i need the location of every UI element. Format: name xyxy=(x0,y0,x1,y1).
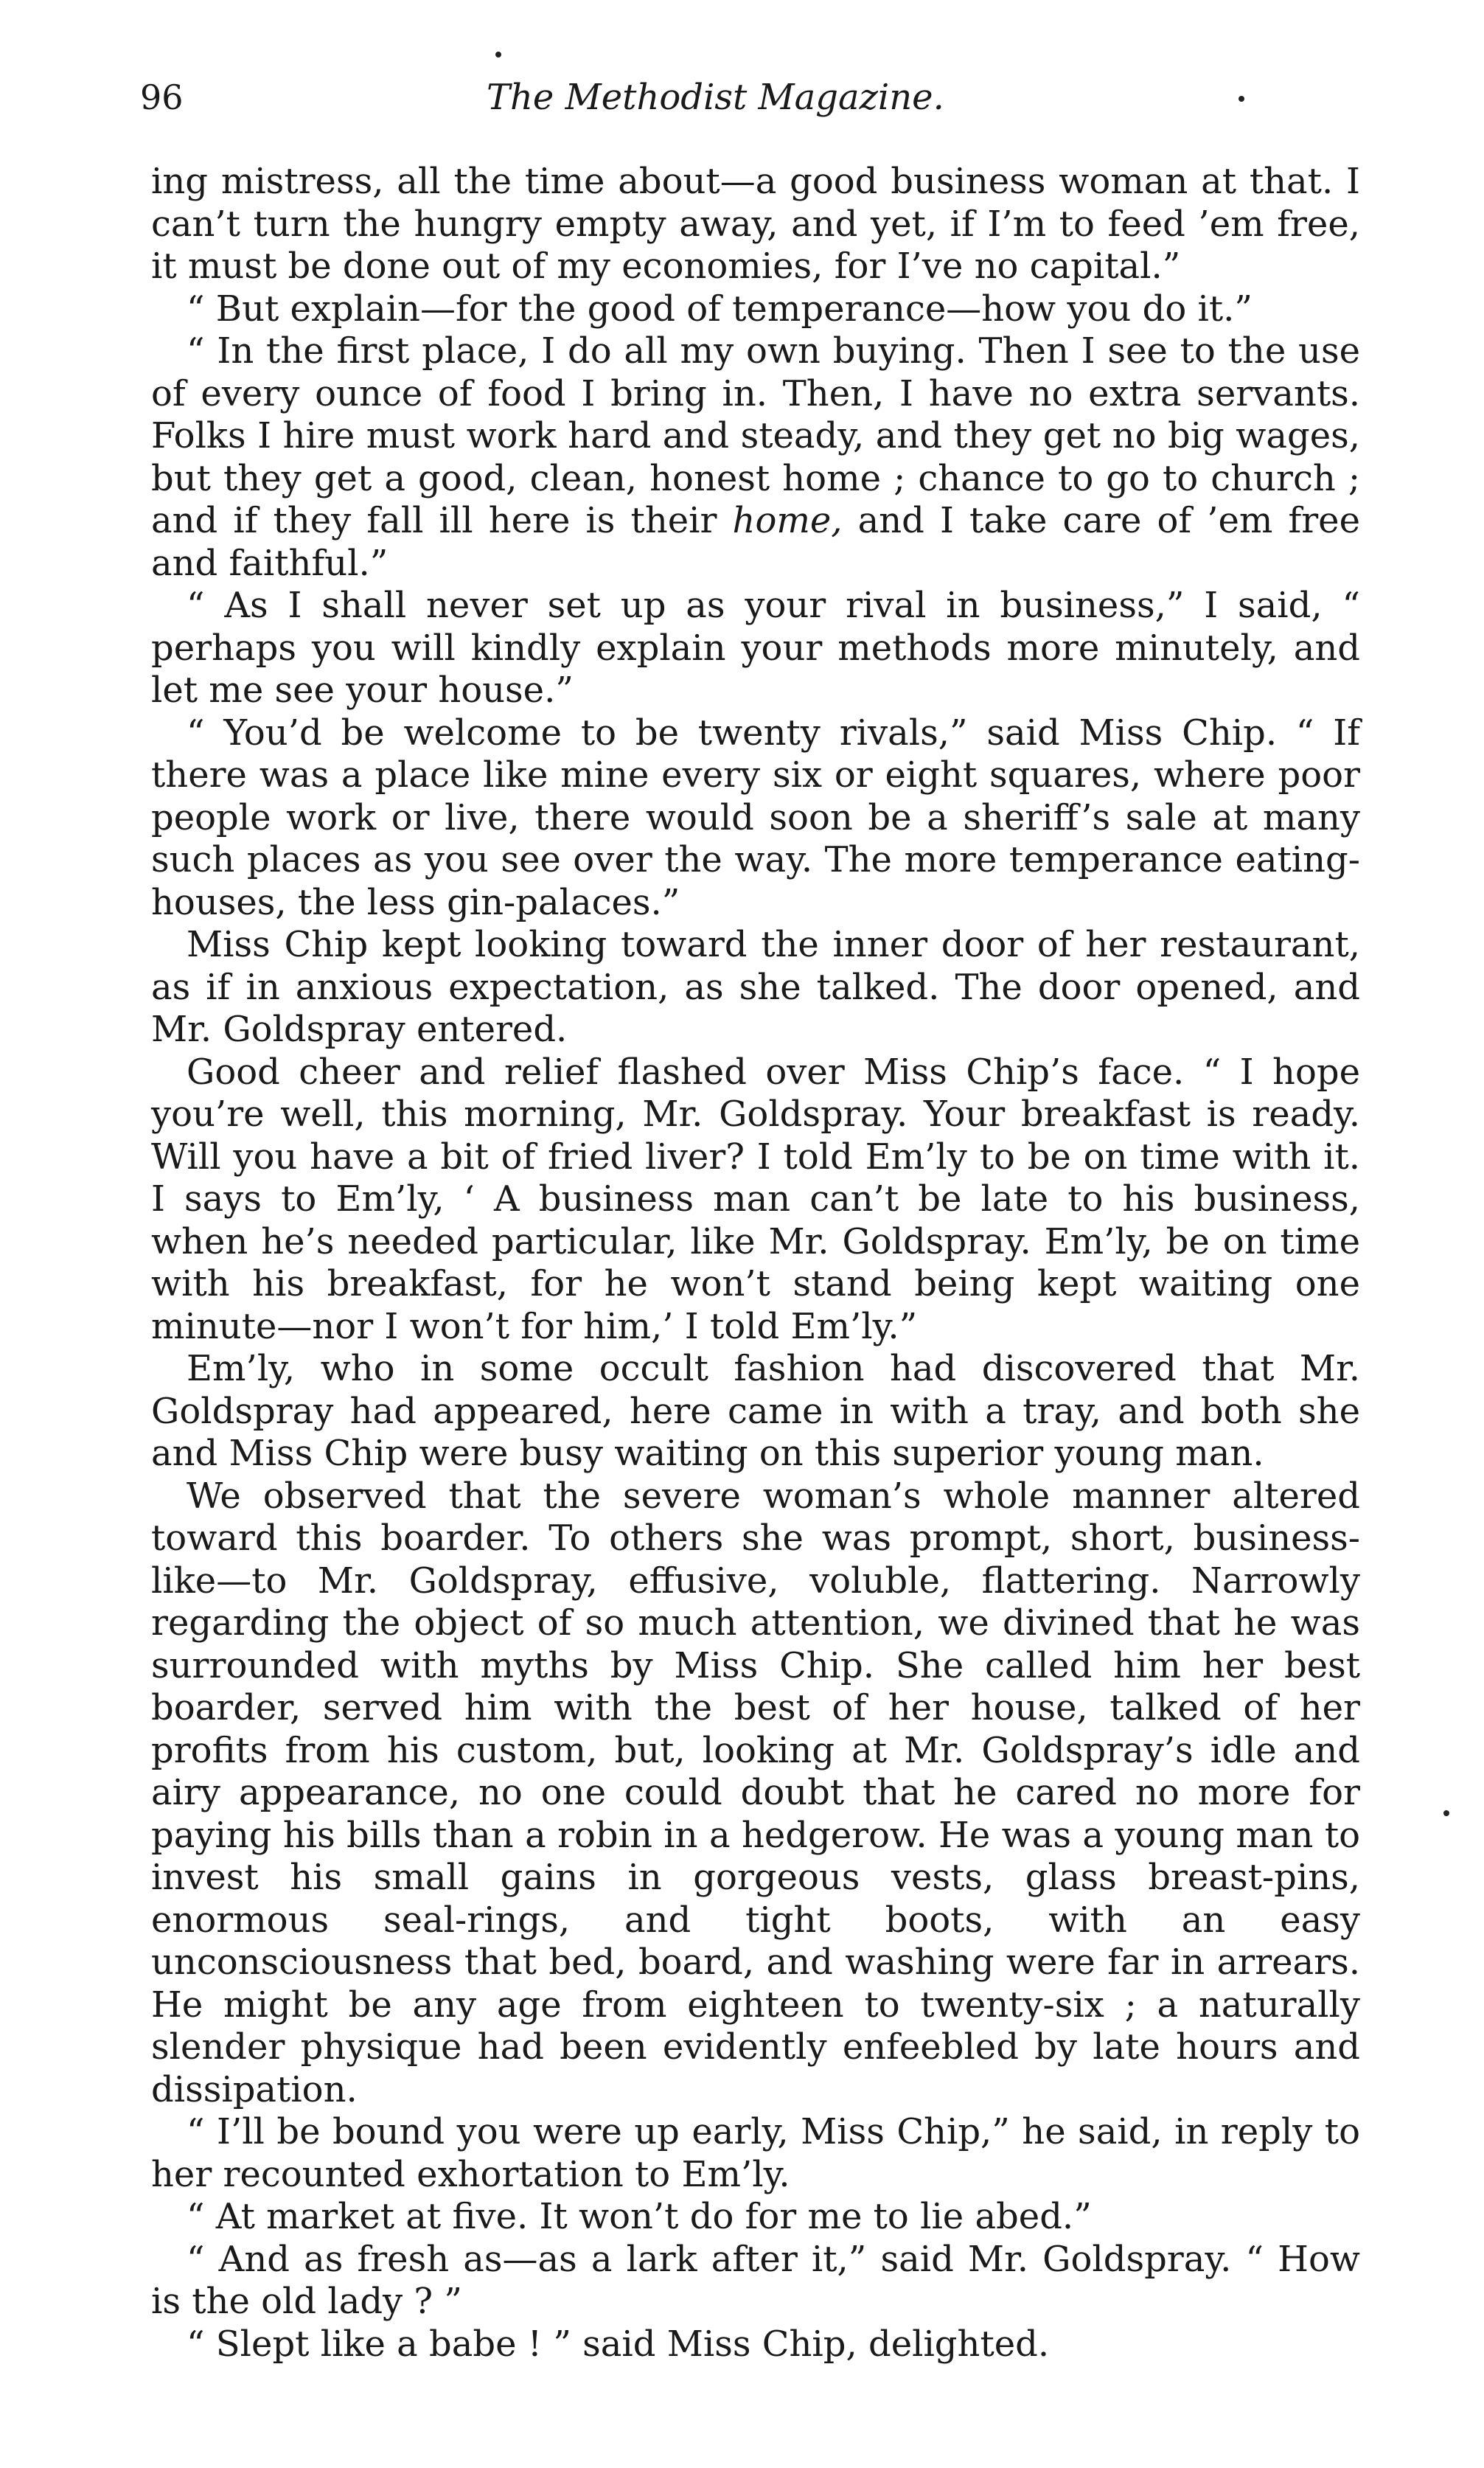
print-speck xyxy=(495,52,501,58)
paragraph: “ I’ll be bound you were up early, Miss Chip,” he said, in reply to her recounted exhortation to Em’ly. xyxy=(151,2111,1360,2195)
print-speck xyxy=(1239,96,1244,102)
paragraph: “ Slept like a babe ! ” said Miss Chip, delighted. xyxy=(187,2323,1050,2365)
paragraph: “ At market at five. It won’t do for me to lie abed.” xyxy=(187,2196,1092,2237)
body-text xyxy=(151,161,1360,2366)
emphasis: home, xyxy=(732,500,843,541)
paragraph: Good cheer and relief flashed over Miss Chip’s face. “ I hope you’re well, this morning, Mr. Goldspray. Your breakfast is ready. Will you have a bit of fried liver? I told Em’ly to be on time with it. I says to Em’ly, ‘ A business man can’t be late to his business, when he’s needed particular, like Mr. Goldspray. Em’ly, be on time with his breakfast, for he won’t stand being kept waiting one minute—nor I won’t for him,’ I told Em’ly.” xyxy=(151,1051,1360,1347)
paragraph: “ But explain—for the good of temperance—how you do it.” xyxy=(187,288,1253,330)
page-header xyxy=(140,68,1261,127)
paragraph: “ As I shall never set up as your rival in business,” I said, “ perhaps you will kindly explain your methods more minutely, and let me see your house.” xyxy=(151,585,1360,711)
paragraph: Miss Chip kept looking toward the inner door of her restaurant, as if in anxious expectation, as she talked. The door opened, and Mr. Goldspray entered. xyxy=(151,924,1360,1050)
paragraph-text: and I take care of ’em free and faithful.” xyxy=(151,500,1360,584)
paragraph: “ And as fresh as—as a lark after it,” said Mr. Goldspray. “ How is the old lady ? ” xyxy=(151,2238,1360,2322)
paragraph: “ You’d be welcome to be twenty rivals,” said Miss Chip. “ If there was a place like mine every six or eight squares, where poor people work or live, there would soon be a sheriff’s sale at many such places as you see over the way. The more temperance eating-houses, the less gin-palaces.” xyxy=(151,712,1360,923)
paragraph xyxy=(151,330,1360,585)
running-title: The Methodist Magazine. xyxy=(487,77,944,118)
paragraph: Em’ly, who in some occult fashion had discovered that Mr. Goldspray had appeared, here came in with a tray, and both she and Miss Chip were busy waiting on this superior young man. xyxy=(151,1348,1360,1474)
page-number: 96 xyxy=(140,77,184,117)
paragraph: ing mistress, all the time about—a good business woman at that. I can’t turn the hungry empty away, and yet, if I’m to feed ’em free, it must be done out of my economies, for I’ve no capital.” xyxy=(151,161,1360,287)
paragraph: We observed that the severe woman’s whole manner altered toward this boarder. To others she was prompt, short, business-like—to Mr. Goldspray, effusive, voluble, flattering. Narrowly regarding the object of so much attention, we divined that he was surrounded with myths by Miss Chip. She called him her best boarder, served him with the best of her house, talked of her profits from his custom, but, looking at Mr. Goldspray’s idle and airy appearance, no one could doubt that he cared no more for paying his bills than a robin in a hedgerow. He was a young man to invest his small gains in gorgeous vests, glass breast-pins, enormous seal-rings, and tight boots, with an easy unconsciousness that bed, board, and washing were far in arrears. He might be any age from eighteen to twenty-six ; a naturally slender physique had been evidently enfeebled by late hours and dissipation. xyxy=(151,1475,1360,2110)
paragraph-text: “ In the first place, I do all my own buying. Then I see to the use of every ounce of food I bring in. Then, I have no extra servants. Folks I hire must work hard and steady, and they get no big wages, but they get a good, clean, honest home ; chance to go to church ; and if they fall ill here is their xyxy=(151,330,1360,541)
print-speck xyxy=(1443,1810,1449,1816)
